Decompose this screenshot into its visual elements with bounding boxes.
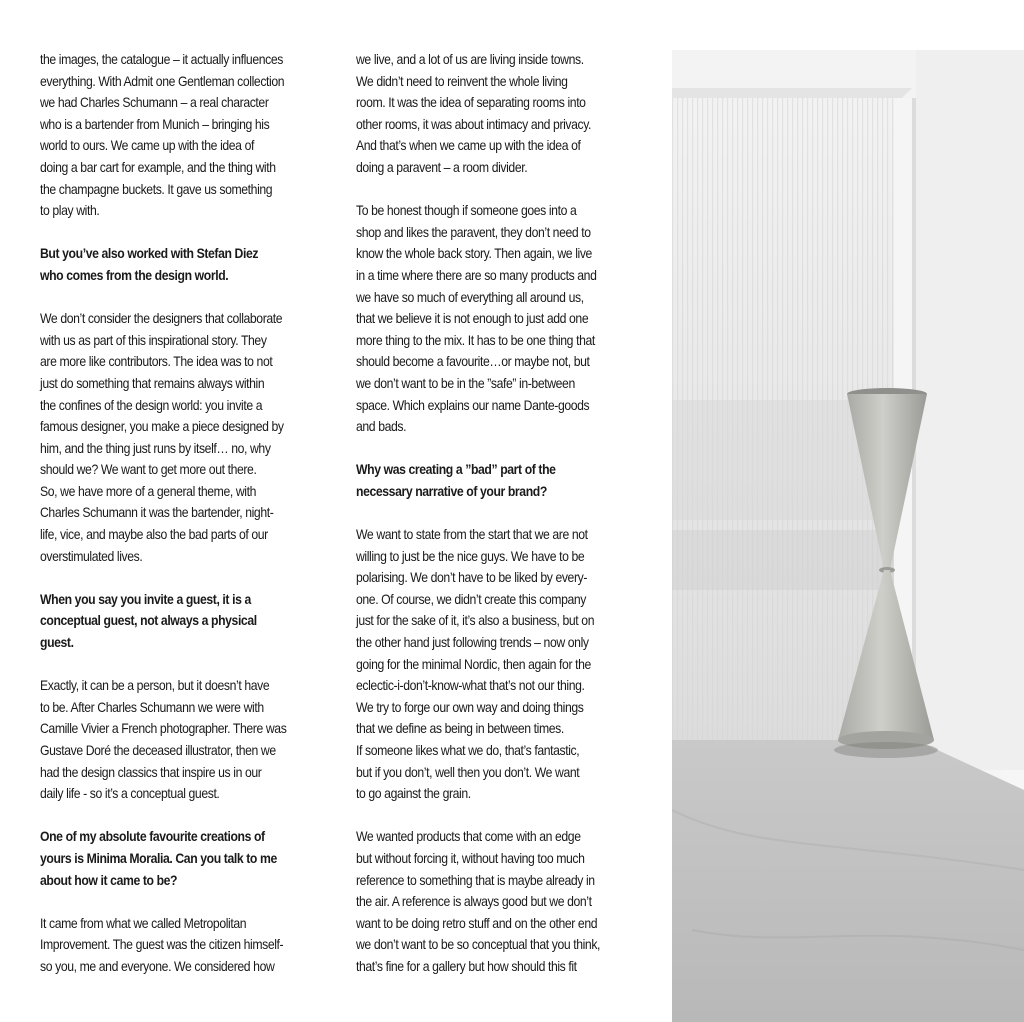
text-line: should we? We want to get more out there. <box>40 462 257 478</box>
text-line: room. It was the idea of separating rooms into <box>356 95 586 111</box>
text-line: who is a bartender from Munich – bringing his <box>40 116 270 132</box>
text-line: but if you don’t, well then you don’t. We want <box>356 764 580 780</box>
text-line: that’s fine for a gallery but how should this fit <box>356 958 577 974</box>
paragraph <box>40 913 328 978</box>
text-line: So, we have more of a general theme, with <box>40 483 256 499</box>
text-line: we don’t want to be in the ”safe” in-between <box>356 375 575 391</box>
photo-illustration <box>672 50 1024 1022</box>
text-line: so you, me and everyone. We considered how <box>40 958 275 974</box>
text-line: just for the sake of it, it’s also a business, but on <box>356 613 595 629</box>
text-line: that we define as being in between times. <box>356 721 564 737</box>
text-line: other rooms, it was about intimacy and privacy. <box>356 116 592 132</box>
text-line: in a time where there are so many products and <box>356 267 597 283</box>
interview-question <box>40 826 328 891</box>
question-line: Why was creating a ”bad” part of the <box>356 462 556 478</box>
text-line: life, vice, and maybe also the bad parts of our <box>40 527 268 543</box>
text-line: Exactly, it can be a person, but it doesn’t have <box>40 678 270 694</box>
question-line: about how it came to be? <box>40 872 178 888</box>
text-line: we have so much of everything all around us, <box>356 289 584 305</box>
question-line: But you’ve also worked with Stefan Diez <box>40 246 259 262</box>
paragraph <box>356 826 649 977</box>
paragraph <box>40 308 328 567</box>
text-line: space. Which explains our name Dante-goods <box>356 397 590 413</box>
text-line: Camille Vivier a French photographer. There was <box>40 721 287 737</box>
text-line: Charles Schumann it was the bartender, night- <box>40 505 274 521</box>
paragraph <box>356 524 649 805</box>
text-line: we live, and a lot of us are living inside towns. <box>356 52 584 67</box>
text-line: We want to state from the start that we are not <box>356 527 588 543</box>
text-line: Gustave Doré the deceased illustrator, then we <box>40 743 276 758</box>
text-line: polarising. We don’t have to be liked by every- <box>356 570 588 586</box>
text-line: and bads. <box>356 419 407 435</box>
text-line: It came from what we called Metropolitan <box>40 915 247 931</box>
text-line: To be honest though if someone goes into a <box>356 203 577 219</box>
text-line: the confines of the design world: you invite a <box>40 397 263 413</box>
question-line: who comes from the design world. <box>40 267 229 283</box>
text-line: the other hand just following trends – now only <box>356 635 589 651</box>
text-line: the champagne buckets. It gave us something <box>40 181 273 197</box>
article-column-left <box>40 49 328 978</box>
text-line: everything. With Admit one Gentleman collection <box>40 73 285 89</box>
text-line: the air. A reference is always good but we don’t <box>356 894 592 910</box>
text-line: If someone likes what we do, that’s fantastic, <box>356 743 580 758</box>
text-line: famous designer, you make a piece designed by <box>40 419 284 435</box>
text-line: going for the minimal Nordic, then again for the <box>356 656 591 672</box>
interview-question <box>40 243 328 286</box>
question-line: guest. <box>40 635 74 651</box>
text-line: more thing to the mix. It has to be one thing that <box>356 332 595 348</box>
text-line: We don’t consider the designers that collaborate <box>40 311 283 327</box>
text-line: willing to just be the nice guys. We have to be <box>356 548 585 564</box>
text-line: him, and the thing just runs by itself… no, why <box>40 440 271 456</box>
text-line: want to be doing retro stuff and on the other end <box>356 915 598 931</box>
text-line: are more like contributors. The idea was to not <box>40 354 273 370</box>
text-line: just do something that remains always within <box>40 375 265 391</box>
text-line: the images, the catalogue – it actually influences <box>40 52 283 67</box>
text-line: to go against the grain. <box>356 786 471 802</box>
text-line: that we believe it is not enough to just add one <box>356 311 589 327</box>
interview-question <box>356 459 649 502</box>
text-line: We didn’t need to reinvent the whole living <box>356 73 568 89</box>
text-line: doing a bar cart for example, and the thing with <box>40 159 276 175</box>
paragraph <box>356 49 649 179</box>
article-column-middle <box>356 49 649 978</box>
text-line: daily life - so it’s a conceptual guest. <box>40 786 220 802</box>
text-line: Improvement. The guest was the citizen himself- <box>40 937 284 953</box>
question-line: When you say you invite a guest, it is a <box>40 591 251 607</box>
text-line: reference to something that is maybe already in <box>356 872 595 888</box>
text-line: to play with. <box>40 203 100 219</box>
text-line: to be. After Charles Schumann we were with <box>40 699 264 715</box>
text-line: we had Charles Schumann – a real character <box>40 95 269 111</box>
text-line: And that’s when we came up with the idea of <box>356 138 581 154</box>
text-line: had the design classics that inspire us in our <box>40 764 262 780</box>
text-line: We try to forge our own way and doing things <box>356 699 584 715</box>
paragraph <box>40 49 328 222</box>
text-line: know the whole back story. Then again, we live <box>356 246 592 262</box>
text-line: We wanted products that come with an edge <box>356 829 581 845</box>
text-line: with us as part of this inspirational story. They <box>40 332 267 348</box>
question-line: yours is Minima Moralia. Can you talk to me <box>40 850 277 866</box>
question-line: necessary narrative of your brand? <box>356 483 547 499</box>
paragraph <box>40 675 328 805</box>
interview-question <box>40 589 328 654</box>
text-line: eclectic-i-don’t-know-what that’s not our thing. <box>356 678 585 694</box>
question-line: conceptual guest, not always a physical <box>40 613 257 629</box>
paragraph <box>356 200 649 438</box>
text-line: one. Of course, we didn’t create this company <box>356 591 586 607</box>
concrete-planter-photo <box>672 50 1024 1022</box>
question-line: One of my absolute favourite creations of <box>40 829 265 845</box>
text-line: world to ours. We came up with the idea of <box>40 138 254 154</box>
text-line: overstimulated lives. <box>40 548 143 564</box>
text-line: should become a favourite…or maybe not, but <box>356 354 590 370</box>
text-line: shop and likes the paravent, they don’t need to <box>356 224 591 240</box>
text-line: we don’t want to be so conceptual that you think, <box>356 937 601 953</box>
text-line: doing a paravent – a room divider. <box>356 159 528 175</box>
text-line: but without forcing it, without having too much <box>356 850 585 866</box>
